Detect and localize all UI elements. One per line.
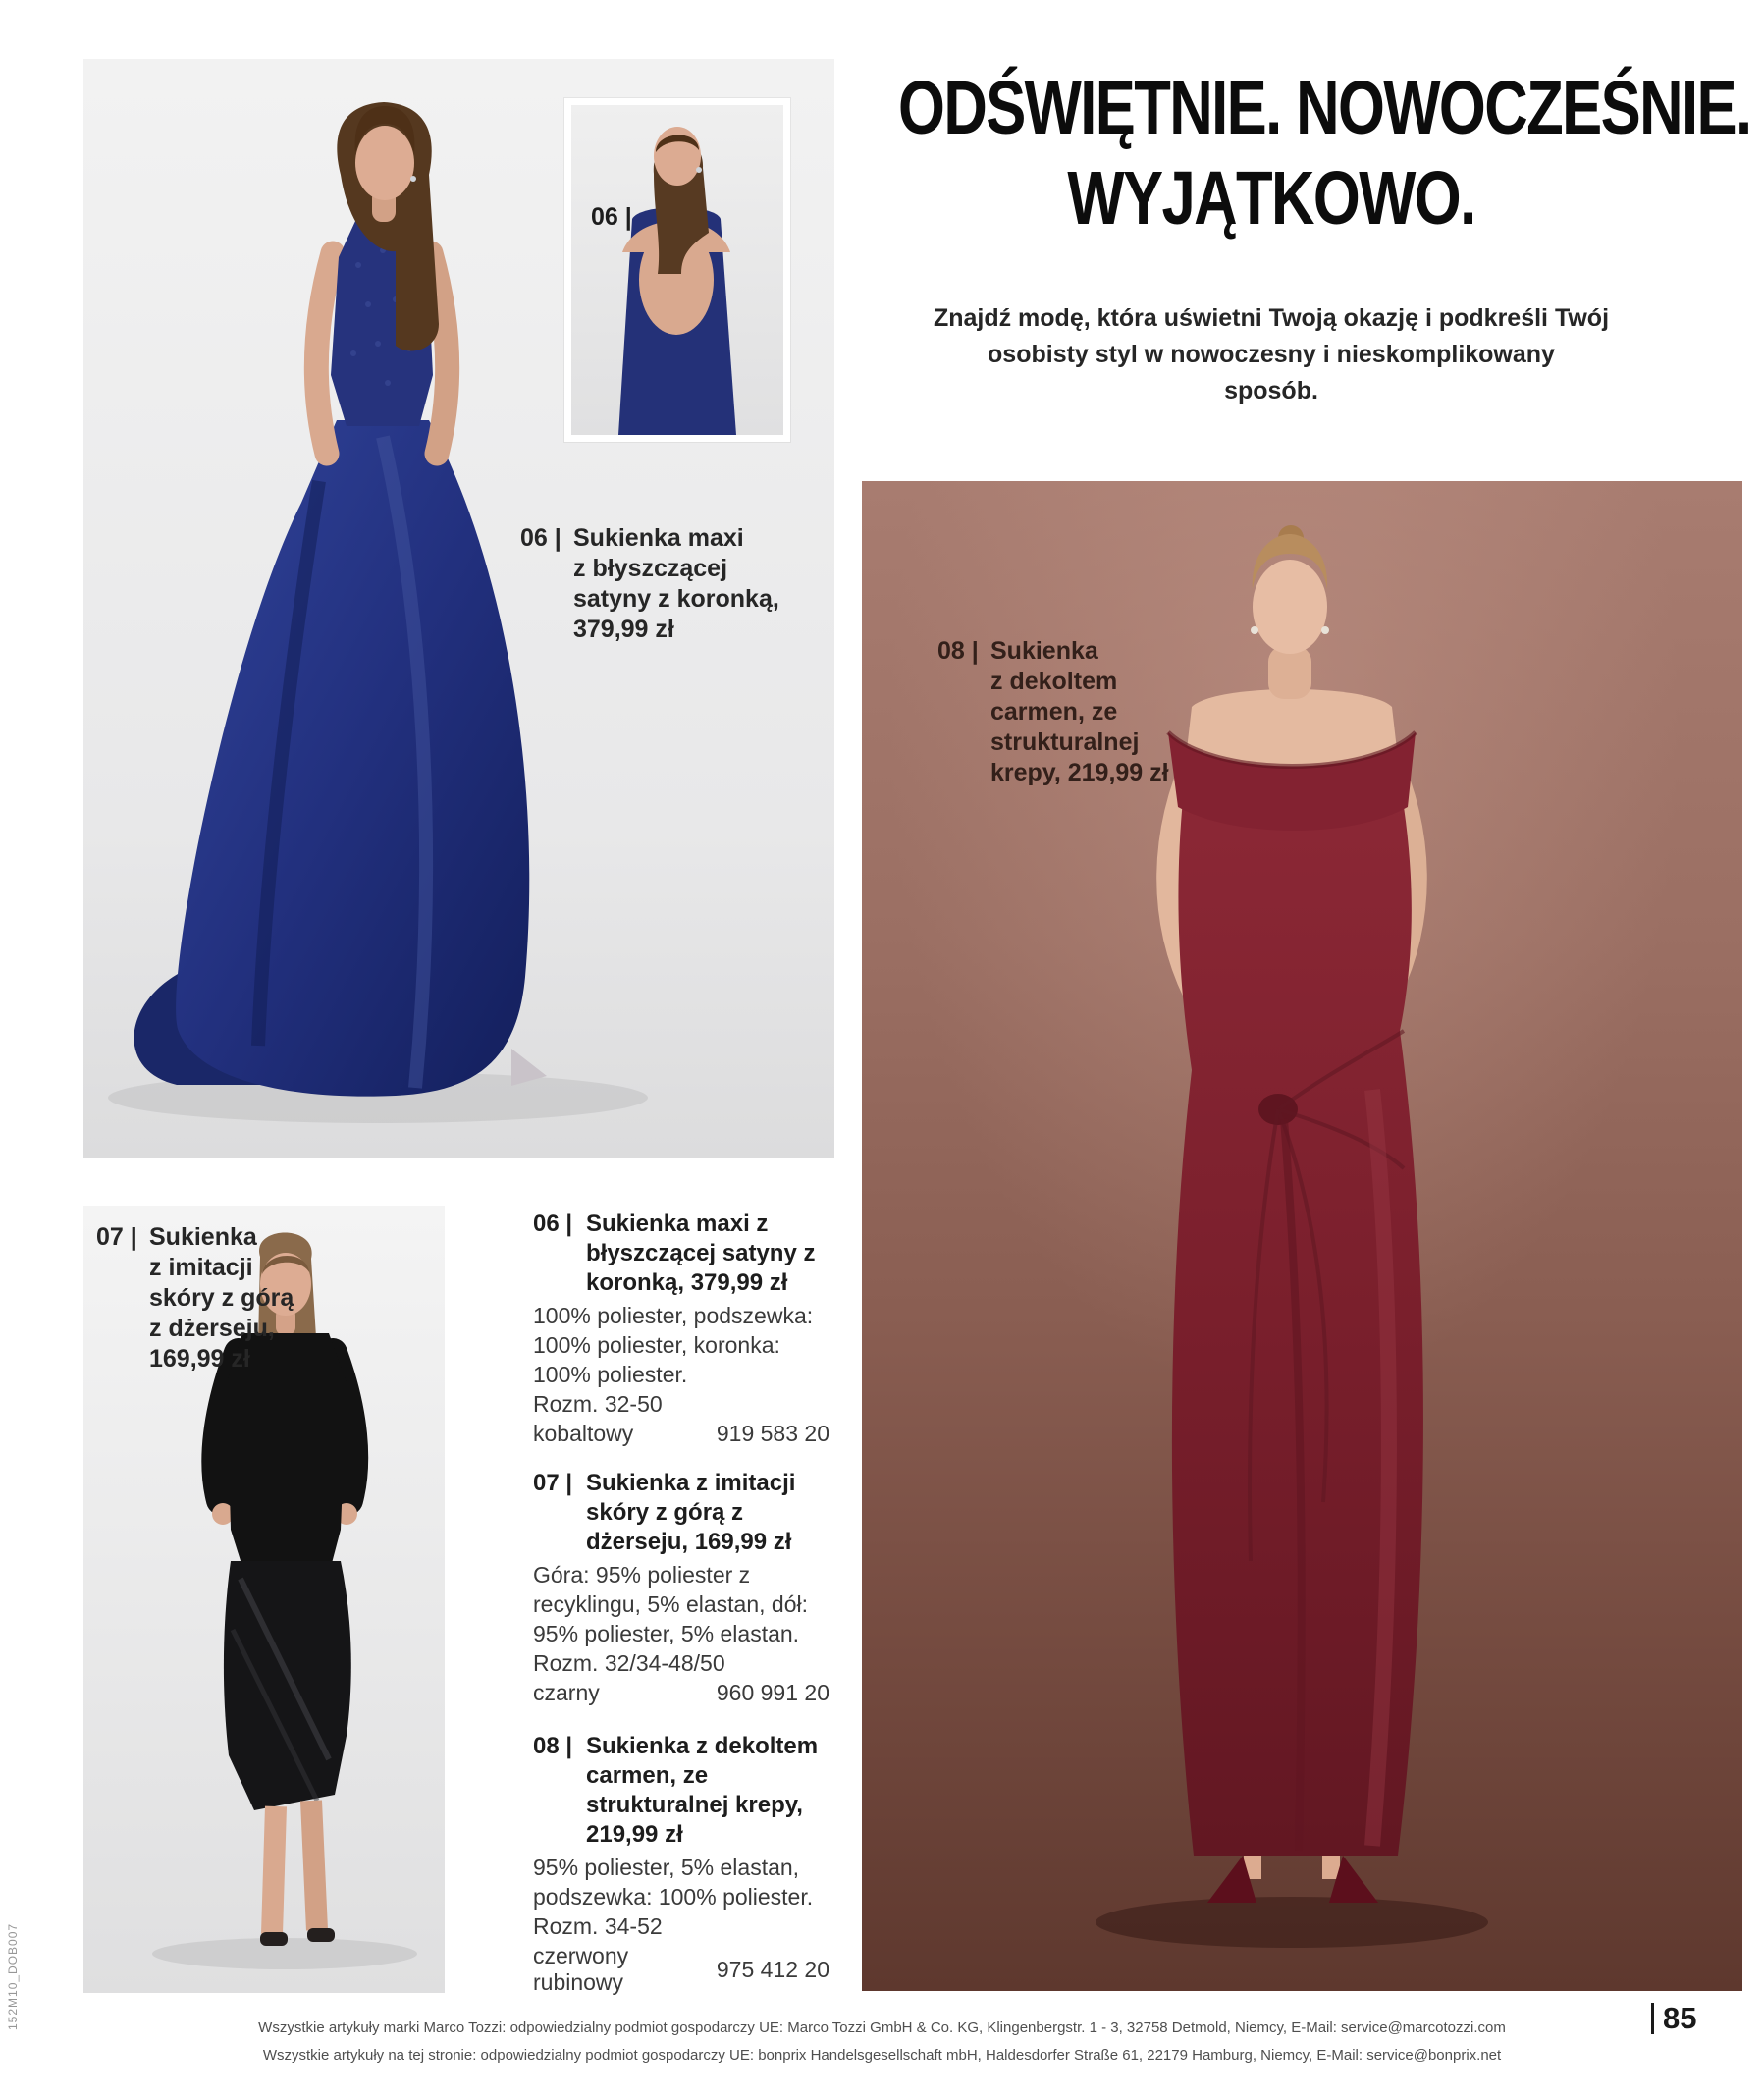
- caption-item-08: [937, 636, 1169, 788]
- caption-item-07: [96, 1222, 294, 1374]
- navy-dress-back-illustration: [571, 105, 783, 435]
- page-number: [1651, 2001, 1696, 2036]
- legal-line-2: Wszystkie artykuły na tej stronie: odpowiedzialny podmiot gospodarczy UE: bonprix Handelsgesellschaft mbH, Haldesdorfer Straße 61, 22179 Hamburg, Niemcy, E-Mail: service@bonprix.net: [262, 2047, 1502, 2064]
- caption-text: Sukienka z dekoltem carmen, ze strukturalnej krepy, 219,99 zł: [990, 637, 1169, 786]
- production-code: 152M10_DOB007: [6, 1922, 20, 2030]
- article-number: 960 991 20: [716, 1680, 829, 1705]
- page-number-divider: [1651, 2003, 1654, 2034]
- caption-item-06: [520, 523, 779, 645]
- headline-line-2: WYJĄTKOWO.: [1067, 156, 1475, 241]
- inset-item-number: 06 |: [591, 203, 632, 231]
- page-headline: [805, 63, 1751, 243]
- product-title: Sukienka z imitacji skóry z górą z dżerseju, 169,99 zł: [586, 1470, 796, 1555]
- product-composition: Góra: 95% poliester z recyklingu, 5% elastan, dół: 95% poliester, 5% elastan.: [533, 1562, 808, 1646]
- product-details-07: [533, 1469, 829, 1706]
- product-color: kobaltowy: [533, 1421, 634, 1446]
- product-details-06: [533, 1210, 829, 1447]
- caption-text: Sukienka maxi z błyszczącej satyny z koronką, 379,99 zł: [573, 524, 779, 643]
- product-sizes: Rozm. 34-52: [533, 1913, 663, 1939]
- product-sizes: Rozm. 32-50: [533, 1391, 663, 1417]
- product-color: czerwony rubinowy: [533, 1943, 629, 1995]
- product-composition: 95% poliester, 5% elastan, podszewka: 100% poliester.: [533, 1855, 814, 1910]
- legal-line-1: Wszystkie artykuły marki Marco Tozzi: odpowiedzialny podmiot gospodarczy UE: Marco Tozzi GmbH & Co. KG, Klingenbergstr. 1 - 3, 32758 Detmold, Niemcy, E-Mail: service@marcotozzi.com: [258, 2019, 1506, 2036]
- item-number: 06 |: [520, 524, 561, 552]
- item-number: 07 |: [96, 1223, 137, 1251]
- product-composition: 100% poliester, podszewka: 100% poliester, koronka: 100% poliester.: [533, 1303, 814, 1387]
- page-number-value: 85: [1663, 2001, 1697, 2035]
- product-title: Sukienka maxi z błyszczącej satyny z koronką, 379,99 zł: [586, 1211, 816, 1296]
- item-number: 07 |: [533, 1470, 573, 1496]
- article-number: 975 412 20: [716, 1956, 829, 1982]
- headline-line-1: ODŚWIĘTNIE. NOWOCZEŚNIE.: [898, 66, 1751, 150]
- item-number: 08 |: [937, 637, 979, 665]
- caption-text: Sukienka z imitacji skóry z górą z dżerseju, 169,99 zł: [149, 1223, 294, 1373]
- article-number: 919 583 20: [716, 1421, 829, 1446]
- product-title: Sukienka z dekoltem carmen, ze strukturalnej krepy, 219,99 zł: [586, 1733, 819, 1848]
- item-number: 06 |: [533, 1211, 573, 1237]
- product-sizes: Rozm. 32/34-48/50: [533, 1650, 725, 1676]
- product-details-08: [533, 1732, 829, 1996]
- page-subtitle: Znajdź modę, która uświetni Twoją okazję i podkreśli Twój osobisty styl w nowoczesny i nieskomplikowany sposób.: [933, 304, 1610, 404]
- legal-footer: [0, 2015, 1764, 2070]
- product-color: czarny: [533, 1680, 600, 1705]
- photo-navy-dress-back-inset: [564, 98, 790, 442]
- item-number: 08 |: [533, 1733, 573, 1759]
